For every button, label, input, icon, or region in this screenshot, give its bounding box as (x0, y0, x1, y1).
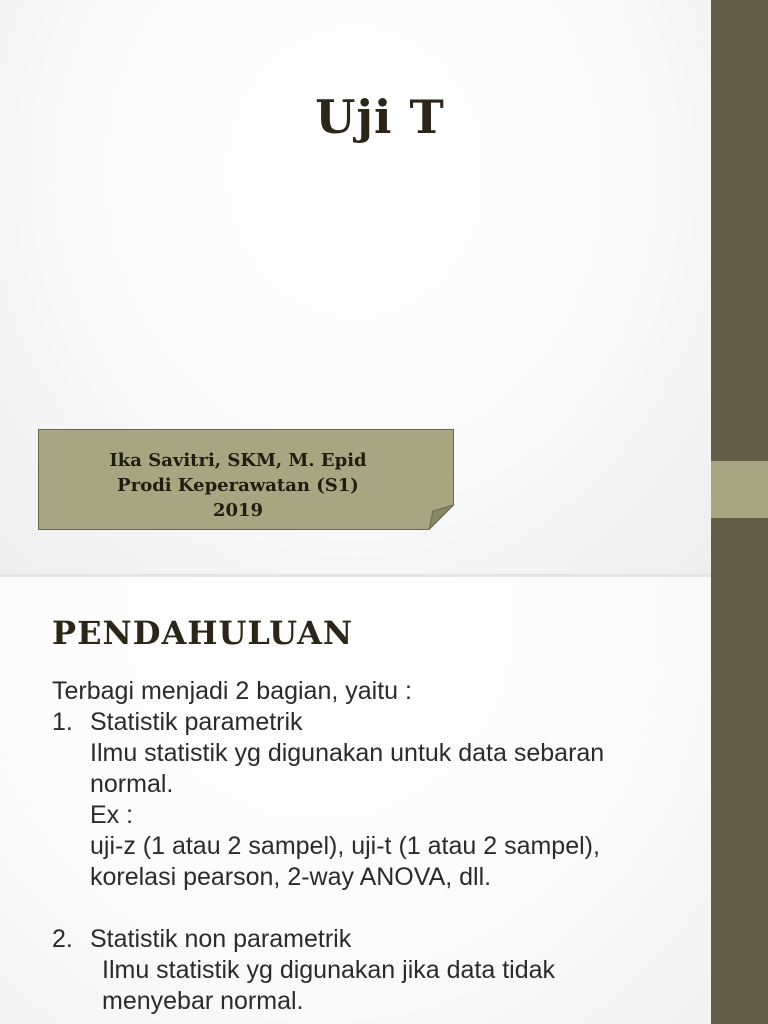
author-text (38, 448, 438, 523)
spacer (52, 893, 707, 924)
author-year: 2019 (212, 500, 264, 521)
list-item-line: uji-z (1 atau 2 sampel), uji-t (1 atau 2 sampel), (90, 832, 600, 860)
list-item-label: Statistik parametrik (90, 708, 303, 736)
list-item-title (52, 707, 707, 738)
author-name: Ika Savitri, SKM, M. Epid (109, 450, 367, 471)
list-number: 2. (52, 925, 73, 953)
sidebar-accent-block (711, 461, 768, 518)
list-item-line: normal. (90, 770, 174, 798)
list-item-line: Ilmu statistik yg digunakan jika data tidak (102, 956, 556, 984)
list-item-line: Ilmu statistik yg digunakan untuk data sebaran (90, 739, 605, 767)
list-number: 1. (52, 708, 73, 736)
section-heading: PENDAHULUAN (52, 614, 354, 652)
list-item-title (52, 924, 707, 955)
author-info-box (38, 429, 454, 530)
slide-body (52, 676, 707, 1017)
list-item-label: Statistik non parametrik (90, 925, 352, 953)
list-item-line: korelasi pearson, 2-way ANOVA, dll. (90, 863, 492, 891)
intro-text: Terbagi menjadi 2 bagian, yaitu : (52, 677, 412, 705)
list-item-line: menyebar normal. (102, 987, 304, 1015)
list-item-line: Ex : (90, 801, 134, 829)
author-program: Prodi Keperawatan (S1) (117, 475, 359, 496)
slide-title: Uji T (315, 90, 445, 144)
